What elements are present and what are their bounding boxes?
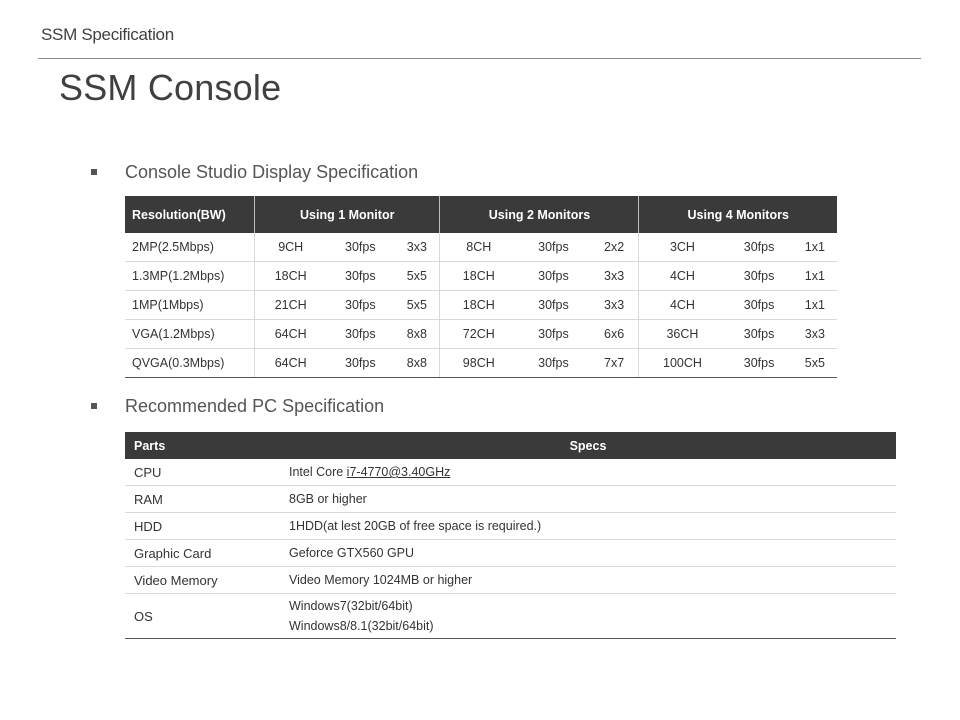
frame-rate-cell: 30fps <box>726 320 793 349</box>
column-header-resolution: Resolution(BW) <box>125 196 255 233</box>
cpu-model-link[interactable]: i7-4770@3.40GHz <box>346 465 451 479</box>
frame-rate-cell: 30fps <box>326 349 394 378</box>
part-cell: HDD <box>125 513 280 540</box>
channels-cell: 4CH <box>639 262 726 291</box>
table-row <box>125 486 896 513</box>
resolution-cell: VGA(1.2Mbps) <box>125 320 255 349</box>
pc-spec-table <box>125 432 896 639</box>
frame-rate-cell: 30fps <box>517 262 590 291</box>
channels-cell: 98CH <box>440 349 517 378</box>
channels-cell: 18CH <box>440 291 517 320</box>
spec-line: Windows8/8.1(32bit/64bit) <box>289 619 434 633</box>
page-title: SSM Console <box>59 67 282 108</box>
grid-layout-cell: 8x8 <box>394 349 440 378</box>
resolution-cell: QVGA(0.3Mbps) <box>125 349 255 378</box>
header-label: SSM Specification <box>41 25 174 44</box>
grid-layout-cell: 1x1 <box>793 291 837 320</box>
frame-rate-cell: 30fps <box>726 291 793 320</box>
channels-cell: 64CH <box>255 320 327 349</box>
channels-cell: 9CH <box>255 233 327 262</box>
frame-rate-cell: 30fps <box>326 233 394 262</box>
frame-rate-cell: 30fps <box>726 349 793 378</box>
grid-layout-cell: 5x5 <box>793 349 837 378</box>
column-header-parts: Parts <box>125 432 280 459</box>
channels-cell: 18CH <box>440 262 517 291</box>
section-heading-text: Recommended PC Specification <box>125 396 385 416</box>
table-row <box>125 567 896 594</box>
table-row <box>125 349 837 378</box>
channels-cell: 8CH <box>440 233 517 262</box>
channels-cell: 100CH <box>639 349 726 378</box>
frame-rate-cell: 30fps <box>517 320 590 349</box>
table-header-row <box>125 432 896 459</box>
grid-layout-cell: 1x1 <box>793 262 837 291</box>
bullet-icon <box>91 403 97 409</box>
column-header-4-monitors: Using 4 Monitors <box>639 196 837 233</box>
part-cell: Graphic Card <box>125 540 280 567</box>
spec-cell <box>280 459 896 486</box>
frame-rate-cell: 30fps <box>326 262 394 291</box>
table-row <box>125 594 896 639</box>
grid-layout-cell: 6x6 <box>590 320 639 349</box>
grid-layout-cell: 5x5 <box>394 291 440 320</box>
channels-cell: 36CH <box>639 320 726 349</box>
part-cell: Video Memory <box>125 567 280 594</box>
frame-rate-cell: 30fps <box>517 233 590 262</box>
header-divider <box>38 58 921 59</box>
table-header-row <box>125 196 837 233</box>
grid-layout-cell: 2x2 <box>590 233 639 262</box>
column-header-1-monitor: Using 1 Monitor <box>255 196 440 233</box>
grid-layout-cell: 3x3 <box>590 262 639 291</box>
bullet-icon <box>91 169 97 175</box>
spec-text: Intel Core <box>289 465 347 479</box>
channels-cell: 4CH <box>639 291 726 320</box>
frame-rate-cell: 30fps <box>726 262 793 291</box>
resolution-cell: 1MP(1Mbps) <box>125 291 255 320</box>
display-spec-table <box>125 196 837 378</box>
frame-rate-cell: 30fps <box>326 291 394 320</box>
channels-cell: 3CH <box>639 233 726 262</box>
channels-cell: 72CH <box>440 320 517 349</box>
frame-rate-cell: 30fps <box>326 320 394 349</box>
channels-cell: 64CH <box>255 349 327 378</box>
column-header-specs: Specs <box>280 432 896 459</box>
resolution-cell: 1.3MP(1.2Mbps) <box>125 262 255 291</box>
grid-layout-cell: 3x3 <box>394 233 440 262</box>
resolution-cell: 2MP(2.5Mbps) <box>125 233 255 262</box>
grid-layout-cell: 8x8 <box>394 320 440 349</box>
channels-cell: 21CH <box>255 291 327 320</box>
table-row <box>125 233 837 262</box>
spec-cell <box>280 594 896 639</box>
spec-cell: 1HDD(at lest 20GB of free space is required.) <box>280 513 896 540</box>
table-row <box>125 540 896 567</box>
grid-layout-cell: 7x7 <box>590 349 639 378</box>
table-row <box>125 262 837 291</box>
spec-line: Windows7(32bit/64bit) <box>289 599 413 613</box>
grid-layout-cell: 5x5 <box>394 262 440 291</box>
part-cell: CPU <box>125 459 280 486</box>
grid-layout-cell: 3x3 <box>793 320 837 349</box>
frame-rate-cell: 30fps <box>517 291 590 320</box>
spec-cell: Video Memory 1024MB or higher <box>280 567 896 594</box>
table-row <box>125 459 896 486</box>
grid-layout-cell: 3x3 <box>590 291 639 320</box>
table-row <box>125 291 837 320</box>
spec-cell: Geforce GTX560 GPU <box>280 540 896 567</box>
column-header-2-monitors: Using 2 Monitors <box>440 196 639 233</box>
table-row <box>125 320 837 349</box>
part-cell: OS <box>125 594 280 639</box>
section-heading-text: Console Studio Display Specification <box>125 162 419 182</box>
part-cell: RAM <box>125 486 280 513</box>
spec-cell: 8GB or higher <box>280 486 896 513</box>
channels-cell: 18CH <box>255 262 327 291</box>
frame-rate-cell: 30fps <box>726 233 793 262</box>
grid-layout-cell: 1x1 <box>793 233 837 262</box>
table-row <box>125 513 896 540</box>
frame-rate-cell: 30fps <box>517 349 590 378</box>
